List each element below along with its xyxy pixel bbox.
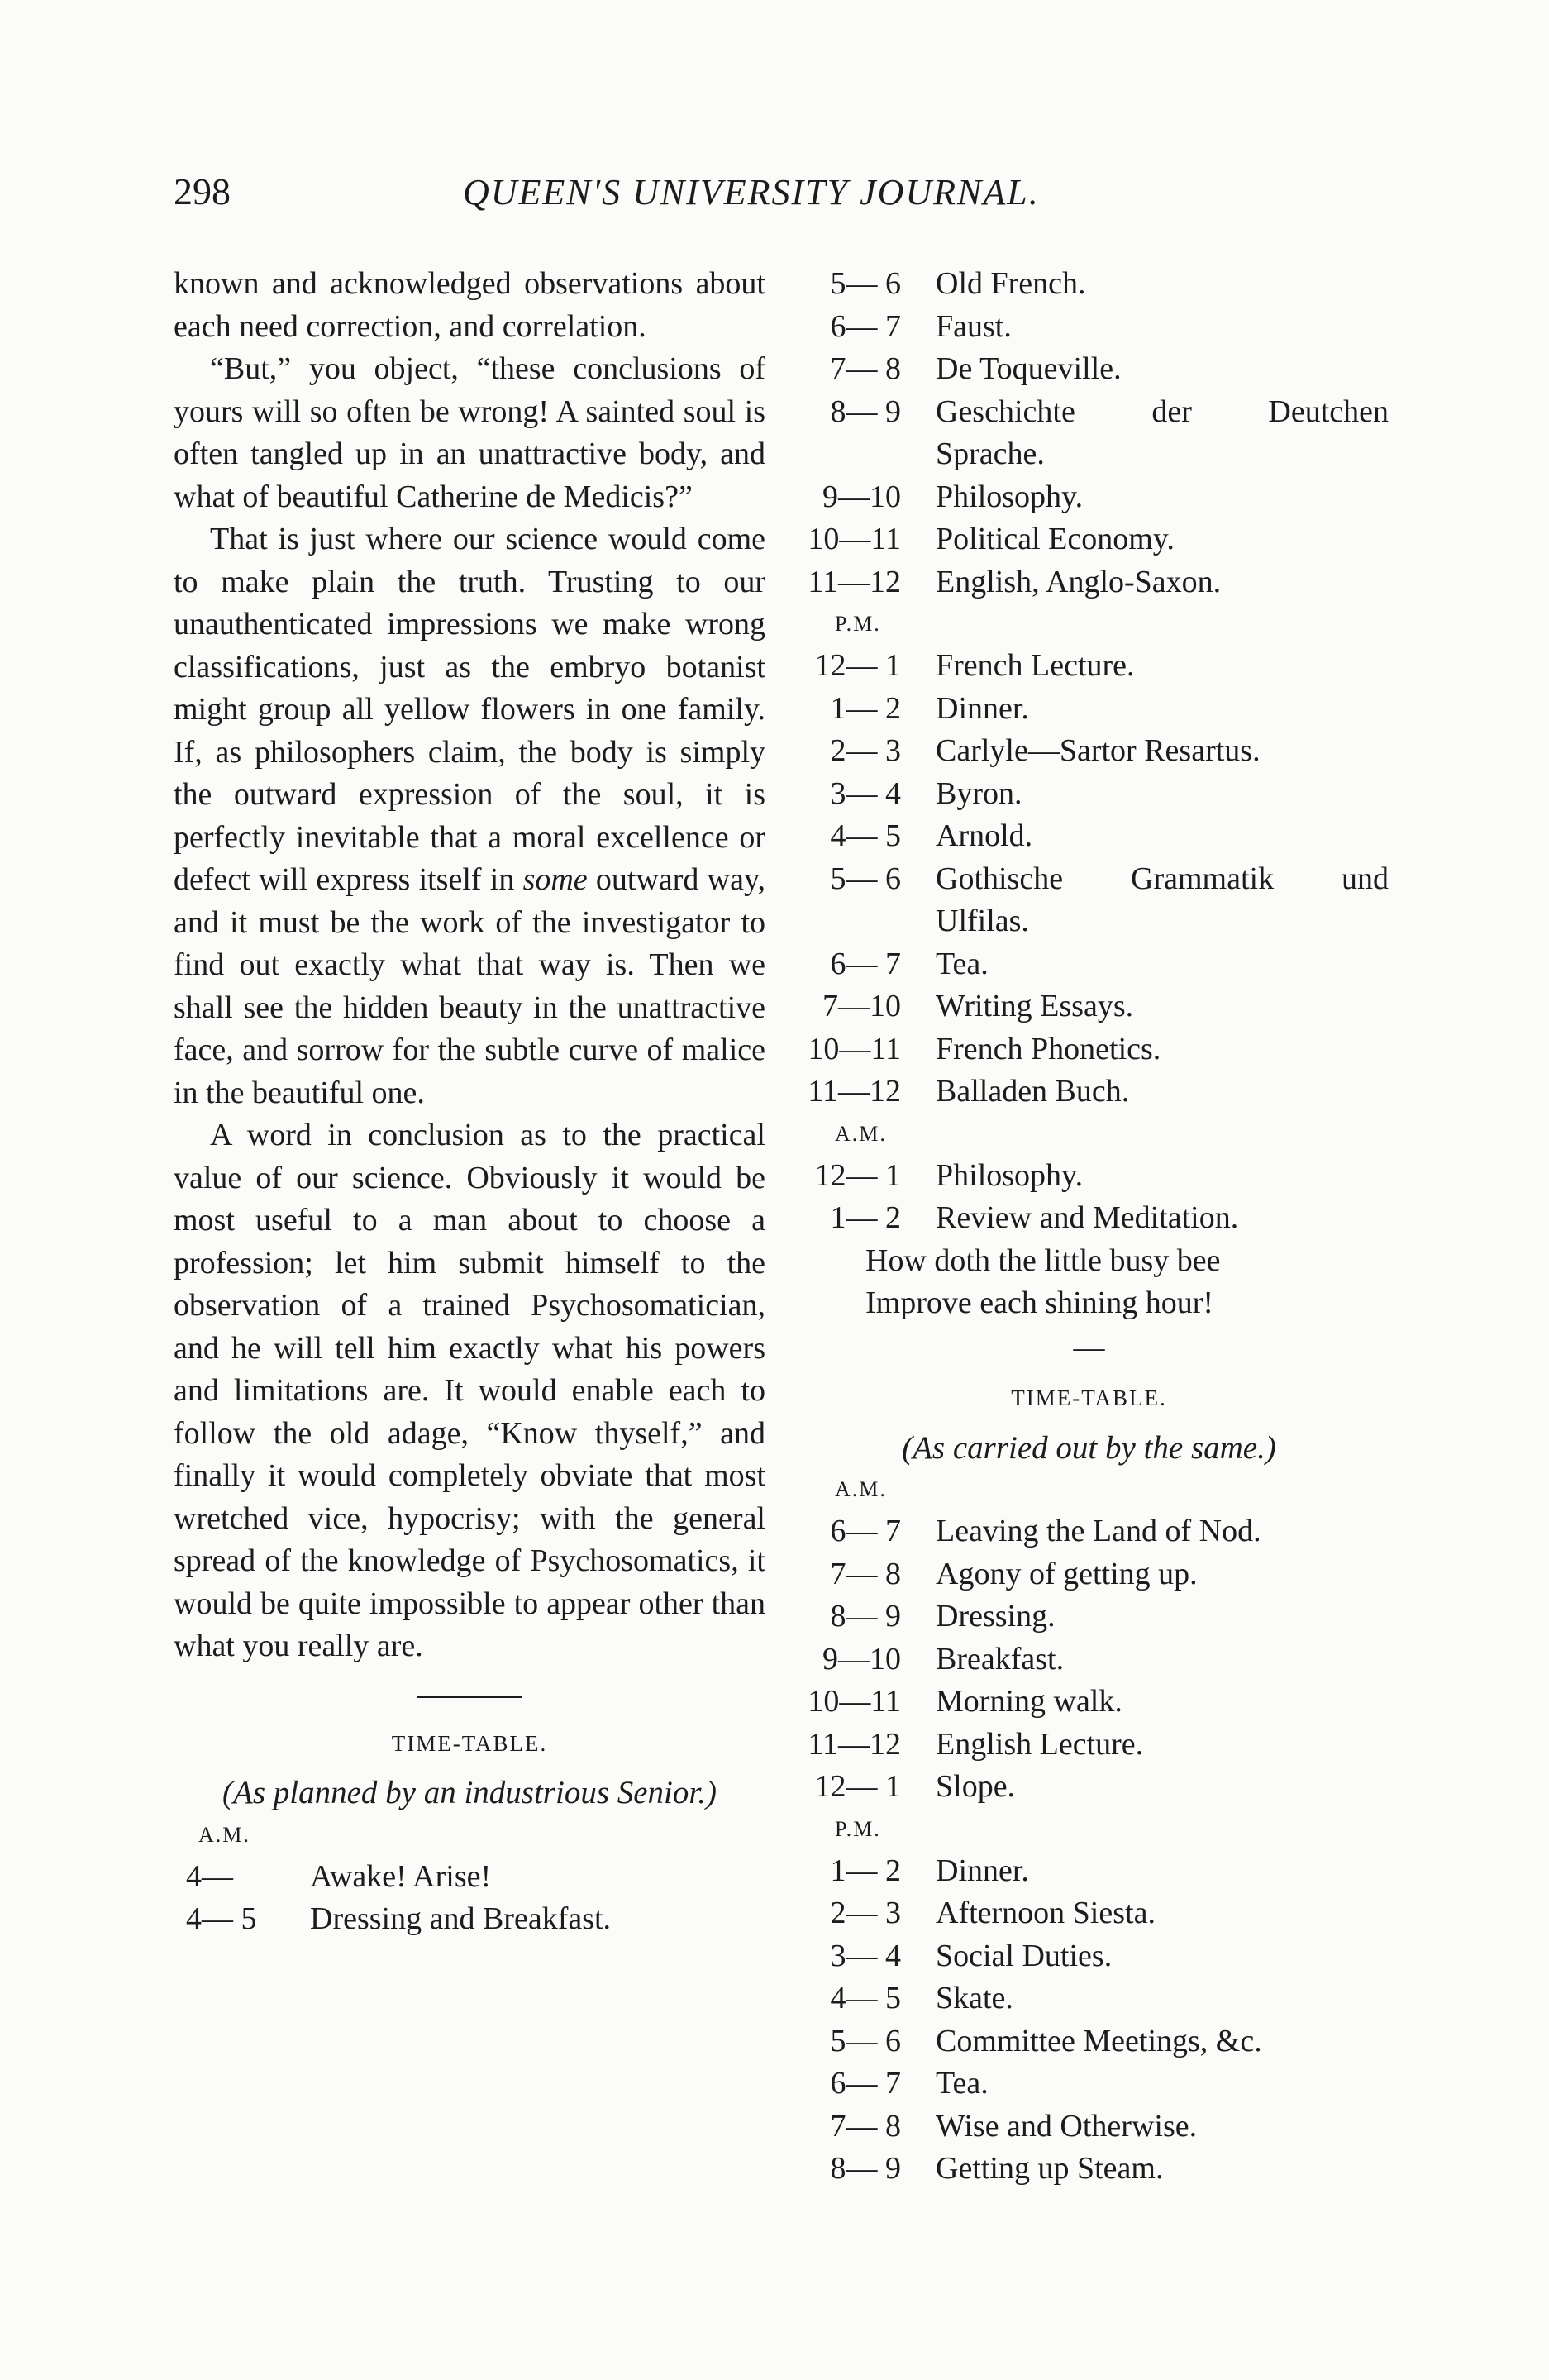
- timetable-row: [789, 1977, 1389, 2020]
- time-slot: 11—12: [808, 564, 901, 599]
- timetable-row: [789, 1766, 1389, 1809]
- timetable-row: [789, 1510, 1389, 1553]
- section-rule: [417, 1696, 522, 1698]
- activity: English, Anglo-Saxon.: [936, 564, 1222, 599]
- timetable-row: [789, 815, 1389, 858]
- time-slot: 6— 7: [830, 1514, 901, 1548]
- activity: Tea.: [936, 2066, 989, 2101]
- activity: Breakfast.: [936, 1641, 1065, 1676]
- activity-continuation: Sprache.: [936, 436, 1045, 471]
- timetable-row: [789, 1197, 1389, 1240]
- time-slot: 3— 4: [830, 1938, 901, 1973]
- time-slot: 12— 1: [814, 1157, 901, 1193]
- time-slot: 4— 5: [186, 1901, 257, 1936]
- time-slot: 5— 6: [830, 861, 901, 896]
- activity-continuation: Ulfilas.: [936, 904, 1029, 938]
- time-slot: 8— 9: [830, 2151, 901, 2186]
- activity: Agony of getting up.: [936, 1556, 1198, 1591]
- time-slot: 7— 8: [830, 351, 901, 386]
- activity: Afternoon Siesta.: [936, 1896, 1156, 1930]
- activity: Dinner.: [936, 1853, 1029, 1888]
- time-slot: 9—10: [822, 1641, 901, 1676]
- timetable-row: [789, 518, 1389, 561]
- timetable-row: [789, 2020, 1389, 2063]
- time-slot: 7— 8: [830, 2108, 901, 2144]
- timetable-row: [174, 1856, 765, 1899]
- timetable-row: [174, 1898, 765, 1941]
- timetable-row: [789, 688, 1389, 731]
- section-divider: —: [1073, 1329, 1105, 1365]
- timetable-row: [789, 2106, 1389, 2149]
- time-slot: 2— 3: [830, 733, 901, 768]
- timetable-row: [789, 943, 1389, 986]
- activity: Awake! Arise!: [310, 1858, 492, 1894]
- timetable-row: [789, 2148, 1389, 2191]
- timetable-rows: [789, 1155, 1389, 1240]
- time-slot: 1— 2: [830, 690, 901, 726]
- activity: Committee Meetings, &c.: [936, 2023, 1262, 2058]
- page-number: 298: [174, 170, 231, 212]
- timetable-row: [789, 476, 1389, 519]
- timetable-row: [789, 263, 1389, 306]
- timetable-row: [789, 1595, 1389, 1638]
- text-run: outward way, and it must be the work of the investigator to find out exactly what that way is. Then we shall see the hidden beauty in the unattractive face, and sorrow for the subtle curve of malice in the beautiful one.: [174, 862, 765, 1110]
- timetable-rows: [174, 1856, 765, 1941]
- activity: Review and Meditation.: [936, 1200, 1239, 1235]
- timetable-row: [789, 1155, 1389, 1198]
- activity: Philosophy.: [936, 479, 1084, 514]
- activity: Old French.: [936, 266, 1086, 301]
- activity: Tea.: [936, 946, 989, 981]
- left-column: [174, 263, 765, 1941]
- timetable-row: [789, 1850, 1389, 1893]
- paragraph: A word in conclusion as to the practical value of our science. Obviously it would be most useful to a man about to choose a profession; let him submit himself to the observation of a trained Psychosomatician, and he will tell him exactly what his powers and limitations are. It would enable each to follow the old adage, “Know thyself,” and finally it would completely obviate that most wretched vice, hypocrisy; with the general spread of the knowledge of Psychosomatics, it would be quite impossible to appear other than what you really are.: [174, 1118, 765, 1663]
- time-slot: 1— 2: [830, 1200, 901, 1235]
- period-label: A.M.: [835, 1121, 887, 1146]
- timetable-row: [789, 2063, 1389, 2106]
- time-slot: 7—10: [822, 989, 901, 1023]
- timetable-title: TIME-TABLE.: [391, 1730, 548, 1756]
- timetable-rows: [789, 1510, 1389, 1809]
- time-slot: 4— 5: [830, 1981, 901, 2015]
- period-label: A.M.: [835, 1477, 887, 1501]
- timetable-title: TIME-TABLE.: [1011, 1386, 1167, 1410]
- time-slot: 10—11: [808, 1031, 901, 1066]
- timetable-rows: [789, 645, 1389, 1114]
- activity: Byron.: [936, 775, 1022, 811]
- activity: Geschichte der Deutchen: [936, 393, 1389, 429]
- timetable-row: [789, 1553, 1389, 1596]
- activity: Skate.: [936, 1981, 1013, 2015]
- timetable-row: [789, 348, 1389, 391]
- time-slot: 2— 3: [830, 1896, 901, 1930]
- timetable-row: [789, 858, 1389, 901]
- activity: Leaving the Land of Nod.: [936, 1514, 1261, 1548]
- time-slot: 5— 6: [830, 2023, 901, 2058]
- timetable-row: [789, 1724, 1389, 1767]
- activity: Faust.: [936, 308, 1012, 344]
- activity: Carlyle—Sartor Resartus.: [936, 733, 1261, 768]
- activity: Dressing.: [936, 1599, 1056, 1634]
- timetable-row: [789, 1638, 1389, 1681]
- timetable-row: [789, 1071, 1389, 1114]
- activity: Gothische Grammatik und: [936, 861, 1389, 896]
- timetable-row: [789, 985, 1389, 1028]
- time-slot: 10—11: [808, 522, 901, 556]
- time-slot: 12— 1: [814, 648, 901, 683]
- timetable-row: [789, 1892, 1389, 1935]
- time-slot: 4—: [186, 1858, 233, 1894]
- timetable-row: [789, 730, 1389, 773]
- activity: Philosophy.: [936, 1157, 1084, 1193]
- timetable-row-continuation: [789, 900, 1389, 943]
- time-slot: 12— 1: [814, 1769, 901, 1804]
- verse-line: Improve each shining hour!: [865, 1285, 1214, 1320]
- time-slot: 3— 4: [830, 775, 901, 811]
- activity: Slope.: [936, 1769, 1016, 1804]
- time-slot: 4— 5: [830, 818, 901, 853]
- period-label: P.M.: [835, 612, 881, 636]
- text-run: That is just where our science would come to make plain the truth. Trusting to our unauthenticated impressions we make wrong classifications, just as the embryo botanist might group all yellow flowers in one family. If, as philosophers claim, the body is simply the outward expression of the soul, it is perfectly inevitable that a moral excellence or defect will express itself in: [174, 522, 765, 897]
- timetable-rows: [789, 263, 1389, 603]
- activity: Dinner.: [936, 690, 1029, 726]
- time-slot: 5— 6: [830, 266, 901, 301]
- activity: French Lecture.: [936, 648, 1135, 683]
- time-slot: 10—11: [808, 1684, 901, 1719]
- emphasis: some: [522, 862, 588, 897]
- verse-line: How doth the little busy bee: [865, 1242, 1221, 1278]
- activity: Writing Essays.: [936, 989, 1134, 1023]
- time-slot: 11—12: [808, 1726, 901, 1762]
- paragraph: “But,” you object, “these conclusions of yours will so often be wrong! A sainted soul is often tangled up in an unattractive body, and what of beautiful Catherine de Medicis?”: [174, 351, 765, 514]
- activity: De Toqueville.: [936, 351, 1122, 386]
- time-slot: 6— 7: [830, 946, 901, 981]
- activity: French Phonetics.: [936, 1031, 1161, 1066]
- activity: Social Duties.: [936, 1938, 1113, 1973]
- paragraph: [174, 518, 765, 1114]
- timetable-subtitle: (As planned by an industrious Senior.): [222, 1775, 717, 1810]
- activity: Morning walk.: [936, 1684, 1122, 1719]
- timetable-row: [789, 645, 1389, 688]
- period-label: A.M.: [198, 1822, 250, 1847]
- timetable-row: [789, 773, 1389, 816]
- time-slot: 7— 8: [830, 1556, 901, 1591]
- paragraph: known and acknowledged observations about each need correction, and correlation.: [174, 266, 765, 344]
- activity: Getting up Steam.: [936, 2151, 1164, 2186]
- activity: Balladen Buch.: [936, 1074, 1130, 1109]
- timetable-row: [789, 391, 1389, 434]
- activity: Arnold.: [936, 818, 1033, 853]
- timetable-row: [789, 306, 1389, 349]
- running-title: QUEEN'S UNIVERSITY JOURNAL.: [463, 172, 1040, 212]
- time-slot: 8— 9: [830, 1599, 901, 1634]
- time-slot: 8— 9: [830, 393, 901, 429]
- time-slot: 6— 7: [830, 308, 901, 344]
- timetable-subtitle: (As carried out by the same.): [902, 1429, 1276, 1466]
- timetable-row: [789, 561, 1389, 604]
- activity: Political Economy.: [936, 522, 1175, 556]
- timetable-rows: [789, 1850, 1389, 2191]
- time-slot: 1— 2: [830, 1853, 901, 1888]
- time-slot: 9—10: [822, 479, 901, 514]
- right-column: [789, 263, 1389, 2191]
- timetable-row: [789, 1028, 1389, 1071]
- page-header: [174, 169, 1397, 219]
- timetable-row-continuation: [789, 433, 1389, 476]
- activity: Wise and Otherwise.: [936, 2108, 1198, 2144]
- time-slot: 11—12: [808, 1074, 901, 1109]
- activity: Dressing and Breakfast.: [310, 1901, 612, 1936]
- time-slot: 6— 7: [830, 2066, 901, 2101]
- timetable-row: [789, 1935, 1389, 1978]
- activity: English Lecture.: [936, 1726, 1144, 1762]
- timetable-row: [789, 1681, 1389, 1724]
- period-label: P.M.: [835, 1816, 881, 1841]
